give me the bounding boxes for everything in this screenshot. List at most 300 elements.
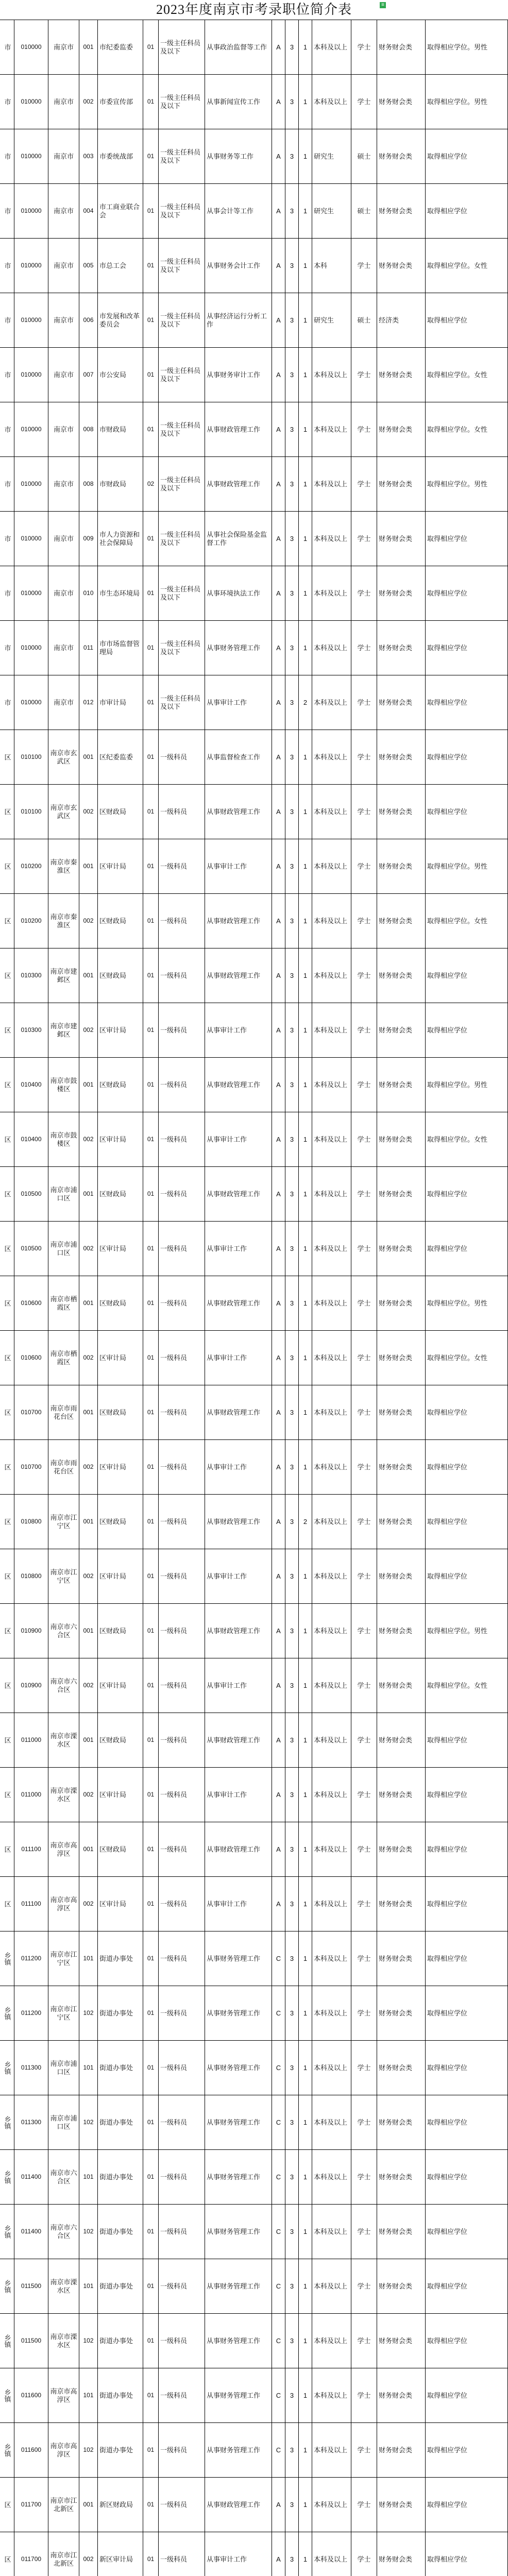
- cell-edu: 本科及以上: [312, 2314, 351, 2368]
- cell-unit: 市财政局: [98, 402, 143, 456]
- cell-pos: 01: [143, 621, 159, 675]
- cell-unit: 市委宣传部: [98, 75, 143, 129]
- table-row: [0, 1167, 508, 1222]
- cell-duty: 从事财政管理工作: [205, 457, 272, 511]
- cell-major: 财务财会类: [377, 1222, 426, 1276]
- table-row: [0, 293, 508, 348]
- cell-major: 财务财会类: [377, 1385, 426, 1439]
- cell-title: 一级科员: [159, 2095, 205, 2149]
- cell-major: 财务财会类: [377, 1112, 426, 1166]
- cell-ratio: 3: [285, 129, 299, 183]
- cell-code: 010000: [14, 129, 48, 183]
- cell-unit: 市审计局: [98, 675, 143, 730]
- cell-pos: 01: [143, 1549, 159, 1603]
- cell-major: 财务财会类: [377, 512, 426, 566]
- cell-degree: 硕士: [351, 184, 377, 238]
- table-row: [0, 1058, 508, 1112]
- cell-title: 一级科员: [159, 1385, 205, 1439]
- cell-sys: 区: [0, 1495, 14, 1549]
- cell-code: 011500: [14, 2259, 48, 2313]
- cell-cat: A: [272, 402, 285, 456]
- cell-pos: 01: [143, 348, 159, 402]
- cell-sys: 乡镇: [0, 1931, 14, 1986]
- cell-degree: 学士: [351, 348, 377, 402]
- cell-title: 一级科员: [159, 1167, 205, 1221]
- cell-title: 一级科员: [159, 1549, 205, 1603]
- cell-duty: 从事财务等工作: [205, 129, 272, 183]
- cell-degree: 学士: [351, 1931, 377, 1986]
- table-row: [0, 348, 508, 402]
- cell-cat: A: [272, 184, 285, 238]
- cell-cat: A: [272, 566, 285, 620]
- cell-duty: 从事财政管理工作: [205, 1058, 272, 1112]
- cell-cat: C: [272, 2150, 285, 2204]
- cell-edu: 本科及以上: [312, 1713, 351, 1767]
- cell-ratio: 3: [285, 20, 299, 74]
- cell-req: 取得相应学位: [426, 2423, 508, 2477]
- table-row: [0, 1276, 508, 1331]
- table-row: [0, 2041, 508, 2095]
- cell-code: 011700: [14, 2478, 48, 2532]
- cell-major: 财务财会类: [377, 2041, 426, 2095]
- cell-ratio: 3: [285, 1658, 299, 1713]
- cell-num: 1: [299, 839, 312, 893]
- cell-cat: A: [272, 457, 285, 511]
- table-row: [0, 457, 508, 512]
- cell-sys: 区: [0, 1440, 14, 1494]
- cell-num: 1: [299, 2532, 312, 2576]
- cell-major: 财务财会类: [377, 239, 426, 293]
- cell-cat: C: [272, 2314, 285, 2368]
- cell-edu: 本科及以上: [312, 894, 351, 948]
- cell-sys: 市: [0, 566, 14, 620]
- cell-sys: 区: [0, 894, 14, 948]
- cell-req: 取得相应学位: [426, 948, 508, 1003]
- cell-major: 财务财会类: [377, 1931, 426, 1986]
- cell-major: 财务财会类: [377, 2259, 426, 2313]
- cell-city: 南京市: [48, 512, 79, 566]
- cell-duty: 从事财政管理工作: [205, 785, 272, 839]
- cell-major: 财务财会类: [377, 1658, 426, 1713]
- cell-ratio: 3: [285, 2259, 299, 2313]
- cell-cat: A: [272, 1276, 285, 1330]
- cell-edu: 本科及以上: [312, 1768, 351, 1822]
- cell-degree: 学士: [351, 402, 377, 456]
- cell-sys: 市: [0, 348, 14, 402]
- cell-degree: 学士: [351, 20, 377, 74]
- cell-pos: 01: [143, 2095, 159, 2149]
- cell-degree: 学士: [351, 2150, 377, 2204]
- cell-code: 010400: [14, 1058, 48, 1112]
- cell-major: 财务财会类: [377, 1549, 426, 1603]
- cell-sys: 市: [0, 129, 14, 183]
- table-row: [0, 621, 508, 675]
- cell-degree: 学士: [351, 566, 377, 620]
- cell-duty: 从事财务管理工作: [205, 2041, 272, 2095]
- cell-req: 取得相应学位: [426, 1167, 508, 1221]
- cell-title: 一级科员: [159, 894, 205, 948]
- table-row: [0, 1986, 508, 2041]
- cell-pos: 01: [143, 1604, 159, 1658]
- cell-num: 1: [299, 293, 312, 347]
- cell-sys: 区: [0, 1604, 14, 1658]
- cell-code: 011400: [14, 2205, 48, 2259]
- cell-pos: 01: [143, 1658, 159, 1713]
- cell-city: 南京市: [48, 75, 79, 129]
- cell-cat: A: [272, 1385, 285, 1439]
- cell-ratio: 3: [285, 1385, 299, 1439]
- cell-cat: A: [272, 293, 285, 347]
- table-row: [0, 1658, 508, 1713]
- cell-num: 1: [299, 1112, 312, 1166]
- cell-dcode: 101: [79, 2041, 98, 2095]
- cell-pos: 01: [143, 75, 159, 129]
- cell-unit: 市总工会: [98, 239, 143, 293]
- cell-duty: 从事财政管理工作: [205, 894, 272, 948]
- cell-title: 一级科员: [159, 1440, 205, 1494]
- cell-ratio: 3: [285, 1495, 299, 1549]
- cell-duty: 从事财政管理工作: [205, 948, 272, 1003]
- table-row: [0, 2205, 508, 2259]
- cell-edu: 本科及以上: [312, 1986, 351, 2040]
- cell-city: 南京市秦淮区: [48, 894, 79, 948]
- cell-req: 取得相应学位: [426, 1822, 508, 1876]
- cell-ratio: 3: [285, 839, 299, 893]
- cell-major: 财务财会类: [377, 948, 426, 1003]
- cell-sys: 区: [0, 948, 14, 1003]
- cell-cat: C: [272, 1931, 285, 1986]
- cell-sys: 市: [0, 621, 14, 675]
- cell-ratio: 3: [285, 457, 299, 511]
- cell-cat: A: [272, 2478, 285, 2532]
- cell-unit: 新区审计局: [98, 2532, 143, 2576]
- cell-title: 一级主任科员及以下: [159, 512, 205, 566]
- cell-major: 财务财会类: [377, 1986, 426, 2040]
- cell-num: 1: [299, 2478, 312, 2532]
- table-row: [0, 948, 508, 1003]
- cell-duty: 从事审计工作: [205, 1877, 272, 1931]
- cell-title: 一级科员: [159, 2532, 205, 2576]
- cell-req: 取得相应学位。女性: [426, 348, 508, 402]
- cell-sys: 区: [0, 2478, 14, 2532]
- cell-num: 1: [299, 1768, 312, 1822]
- cell-num: 1: [299, 2259, 312, 2313]
- cell-code: 010200: [14, 894, 48, 948]
- table-row: [0, 1331, 508, 1385]
- cell-city: 南京市: [48, 239, 79, 293]
- cell-city: 南京市: [48, 675, 79, 730]
- cell-pos: 01: [143, 1440, 159, 1494]
- cell-dcode: 102: [79, 2205, 98, 2259]
- cell-req: 取得相应学位: [426, 2150, 508, 2204]
- cell-title: 一级科员: [159, 1713, 205, 1767]
- cell-ratio: 3: [285, 730, 299, 784]
- cell-num: 1: [299, 1822, 312, 1876]
- cell-unit: 街道办事处: [98, 2041, 143, 2095]
- cell-city: 南京市: [48, 566, 79, 620]
- cell-cat: A: [272, 839, 285, 893]
- cell-code: 010100: [14, 785, 48, 839]
- cell-num: 1: [299, 2314, 312, 2368]
- table-row: [0, 730, 508, 785]
- cell-pos: 01: [143, 1986, 159, 2040]
- cell-code: 011200: [14, 1931, 48, 1986]
- cell-major: 财务财会类: [377, 457, 426, 511]
- cell-major: 财务财会类: [377, 75, 426, 129]
- cell-city: 南京市: [48, 184, 79, 238]
- cell-req: 取得相应学位: [426, 512, 508, 566]
- cell-degree: 学士: [351, 1058, 377, 1112]
- cell-sys: 区: [0, 730, 14, 784]
- cell-duty: 从事新闻宣传工作: [205, 75, 272, 129]
- cell-num: 1: [299, 1549, 312, 1603]
- cell-req: 取得相应学位: [426, 1222, 508, 1276]
- table-row: [0, 2368, 508, 2423]
- cell-sys: 区: [0, 1331, 14, 1385]
- cell-degree: 学士: [351, 1877, 377, 1931]
- cell-sys: 区: [0, 1112, 14, 1166]
- cell-num: 1: [299, 1986, 312, 2040]
- cell-title: 一级科员: [159, 2368, 205, 2422]
- cell-pos: 01: [143, 2478, 159, 2532]
- cell-sys: 市: [0, 293, 14, 347]
- cell-ratio: 3: [285, 785, 299, 839]
- table-row: [0, 402, 508, 457]
- cell-major: 财务财会类: [377, 785, 426, 839]
- cell-title: 一级科员: [159, 1822, 205, 1876]
- cell-ratio: 3: [285, 184, 299, 238]
- cell-ratio: 3: [285, 1276, 299, 1330]
- table-row: [0, 1440, 508, 1495]
- cell-city: 南京市雨花台区: [48, 1385, 79, 1439]
- cell-title: 一级主任科员及以下: [159, 239, 205, 293]
- cell-unit: 区财政局: [98, 1058, 143, 1112]
- cell-city: 南京市玄武区: [48, 730, 79, 784]
- cell-num: 1: [299, 129, 312, 183]
- cell-dcode: 101: [79, 2150, 98, 2204]
- cell-city: 南京市秦淮区: [48, 839, 79, 893]
- cell-city: 南京市江宁区: [48, 1986, 79, 2040]
- table-row: [0, 1495, 508, 1549]
- cell-code: 010000: [14, 621, 48, 675]
- cell-cat: A: [272, 75, 285, 129]
- cell-cat: A: [272, 621, 285, 675]
- cell-edu: 本科及以上: [312, 2259, 351, 2313]
- cell-dcode: 002: [79, 1003, 98, 1057]
- cell-pos: 01: [143, 948, 159, 1003]
- cell-num: 1: [299, 2368, 312, 2422]
- cell-req: 取得相应学位。女性: [426, 1331, 508, 1385]
- cell-ratio: 3: [285, 512, 299, 566]
- cell-pos: 01: [143, 2532, 159, 2576]
- table-row: [0, 1604, 508, 1658]
- cell-edu: 本科及以上: [312, 566, 351, 620]
- cell-code: 010000: [14, 402, 48, 456]
- cell-title: 一级主任科员及以下: [159, 566, 205, 620]
- cell-ratio: 3: [285, 1331, 299, 1385]
- cell-title: 一级主任科员及以下: [159, 75, 205, 129]
- cell-code: 011700: [14, 2532, 48, 2576]
- cell-cat: A: [272, 348, 285, 402]
- cell-edu: 研究生: [312, 293, 351, 347]
- cell-unit: 市委统战部: [98, 129, 143, 183]
- cell-sys: 区: [0, 1058, 14, 1112]
- cell-degree: 学士: [351, 839, 377, 893]
- cell-sys: 区: [0, 1276, 14, 1330]
- cell-unit: 市公安局: [98, 348, 143, 402]
- cell-sys: 市: [0, 675, 14, 730]
- table-row: [0, 239, 508, 293]
- cell-sys: 区: [0, 1658, 14, 1713]
- cell-title: 一级科员: [159, 2314, 205, 2368]
- cell-duty: 从事财政管理工作: [205, 1713, 272, 1767]
- cell-duty: 从事经济运行分析工作: [205, 293, 272, 347]
- cell-num: 1: [299, 1058, 312, 1112]
- cell-degree: 学士: [351, 675, 377, 730]
- cell-dcode: 001: [79, 1713, 98, 1767]
- cell-degree: 学士: [351, 894, 377, 948]
- cell-duty: 从事财务管理工作: [205, 1986, 272, 2040]
- cell-edu: 本科及以上: [312, 2368, 351, 2422]
- cell-major: 财务财会类: [377, 2150, 426, 2204]
- cell-pos: 01: [143, 2150, 159, 2204]
- cell-req: 取得相应学位。男性: [426, 839, 508, 893]
- cell-num: 1: [299, 1931, 312, 1986]
- cell-unit: 市财政局: [98, 457, 143, 511]
- cell-cat: A: [272, 1822, 285, 1876]
- cell-req: 取得相应学位: [426, 1549, 508, 1603]
- cell-title: 一级科员: [159, 2205, 205, 2259]
- cell-dcode: 102: [79, 2314, 98, 2368]
- cell-code: 011000: [14, 1768, 48, 1822]
- cell-sys: 区: [0, 1003, 14, 1057]
- cell-code: 010000: [14, 512, 48, 566]
- cell-degree: 硕士: [351, 129, 377, 183]
- cell-code: 011500: [14, 2314, 48, 2368]
- table-row: [0, 675, 508, 730]
- cell-sys: 市: [0, 457, 14, 511]
- cell-city: 南京市: [48, 402, 79, 456]
- cell-duty: 从事财务管理工作: [205, 621, 272, 675]
- cell-major: 财务财会类: [377, 2314, 426, 2368]
- cell-num: 1: [299, 1276, 312, 1330]
- cell-degree: 学士: [351, 2095, 377, 2149]
- cell-edu: 本科及以上: [312, 1276, 351, 1330]
- cell-title: 一级科员: [159, 1276, 205, 1330]
- cell-sys: 乡镇: [0, 2259, 14, 2313]
- cell-dcode: 001: [79, 2478, 98, 2532]
- cell-unit: 区审计局: [98, 1003, 143, 1057]
- cell-duty: 从事审计工作: [205, 1549, 272, 1603]
- cell-pos: 01: [143, 1003, 159, 1057]
- cell-cat: A: [272, 1658, 285, 1713]
- cell-dcode: 002: [79, 1768, 98, 1822]
- cell-edu: 研究生: [312, 129, 351, 183]
- cell-pos: 01: [143, 2423, 159, 2477]
- cell-unit: 区财政局: [98, 1495, 143, 1549]
- cell-dcode: 008: [79, 457, 98, 511]
- cell-major: 财务财会类: [377, 1822, 426, 1876]
- cell-code: 010000: [14, 348, 48, 402]
- cell-req: 取得相应学位: [426, 730, 508, 784]
- cell-unit: 街道办事处: [98, 2314, 143, 2368]
- cell-req: 取得相应学位: [426, 184, 508, 238]
- table-row: [0, 1385, 508, 1440]
- cell-dcode: 001: [79, 1604, 98, 1658]
- cell-edu: 本科及以上: [312, 621, 351, 675]
- cell-req: 取得相应学位: [426, 675, 508, 730]
- cell-unit: 区财政局: [98, 948, 143, 1003]
- cell-num: 1: [299, 730, 312, 784]
- cell-duty: 从事审计工作: [205, 1658, 272, 1713]
- cell-edu: 本科及以上: [312, 1058, 351, 1112]
- cell-dcode: 001: [79, 730, 98, 784]
- cell-num: 1: [299, 512, 312, 566]
- cell-code: 010000: [14, 566, 48, 620]
- cell-req: 取得相应学位: [426, 1931, 508, 1986]
- cell-duty: 从事财政管理工作: [205, 1822, 272, 1876]
- cell-title: 一级科员: [159, 2041, 205, 2095]
- cell-degree: 学士: [351, 1713, 377, 1767]
- cell-ratio: 3: [285, 1058, 299, 1112]
- cell-title: 一级科员: [159, 2423, 205, 2477]
- table-row: [0, 2314, 508, 2368]
- cell-sys: 市: [0, 239, 14, 293]
- cell-ratio: 3: [285, 1931, 299, 1986]
- cell-req: 取得相应学位。女性: [426, 239, 508, 293]
- cell-edu: 本科及以上: [312, 1112, 351, 1166]
- cell-city: 南京市溧水区: [48, 2314, 79, 2368]
- cell-city: 南京市: [48, 457, 79, 511]
- cell-edu: 本科: [312, 239, 351, 293]
- cell-dcode: 001: [79, 1058, 98, 1112]
- cell-dcode: 002: [79, 1658, 98, 1713]
- cell-cat: A: [272, 894, 285, 948]
- cell-edu: 本科及以上: [312, 948, 351, 1003]
- cell-duty: 从事财务管理工作: [205, 2314, 272, 2368]
- cell-dcode: 001: [79, 1167, 98, 1221]
- cell-duty: 从事审计工作: [205, 839, 272, 893]
- cell-duty: 从事财政管理工作: [205, 1167, 272, 1221]
- cell-num: 2: [299, 1495, 312, 1549]
- cell-num: 1: [299, 2041, 312, 2095]
- cell-ratio: 3: [285, 1986, 299, 2040]
- cell-code: 011600: [14, 2423, 48, 2477]
- cell-dcode: 002: [79, 785, 98, 839]
- cell-edu: 本科及以上: [312, 1003, 351, 1057]
- cell-ratio: 3: [285, 894, 299, 948]
- cell-unit: 市发展和改革委员会: [98, 293, 143, 347]
- cell-num: 1: [299, 402, 312, 456]
- cell-city: 南京市建邺区: [48, 1003, 79, 1057]
- cell-edu: 研究生: [312, 184, 351, 238]
- cell-edu: 本科及以上: [312, 1658, 351, 1713]
- cell-ratio: 3: [285, 566, 299, 620]
- cell-ratio: 3: [285, 1549, 299, 1603]
- cell-sys: 区: [0, 785, 14, 839]
- cell-pos: 01: [143, 1768, 159, 1822]
- cell-ratio: 3: [285, 1440, 299, 1494]
- cell-unit: 区财政局: [98, 894, 143, 948]
- cell-cat: C: [272, 2041, 285, 2095]
- cell-title: 一级科员: [159, 1058, 205, 1112]
- cell-req: 取得相应学位。男性: [426, 20, 508, 74]
- cell-duty: 从事财务审计工作: [205, 348, 272, 402]
- table-row: [0, 2423, 508, 2478]
- cell-edu: 本科及以上: [312, 402, 351, 456]
- cell-major: 财务财会类: [377, 20, 426, 74]
- cell-cat: A: [272, 1331, 285, 1385]
